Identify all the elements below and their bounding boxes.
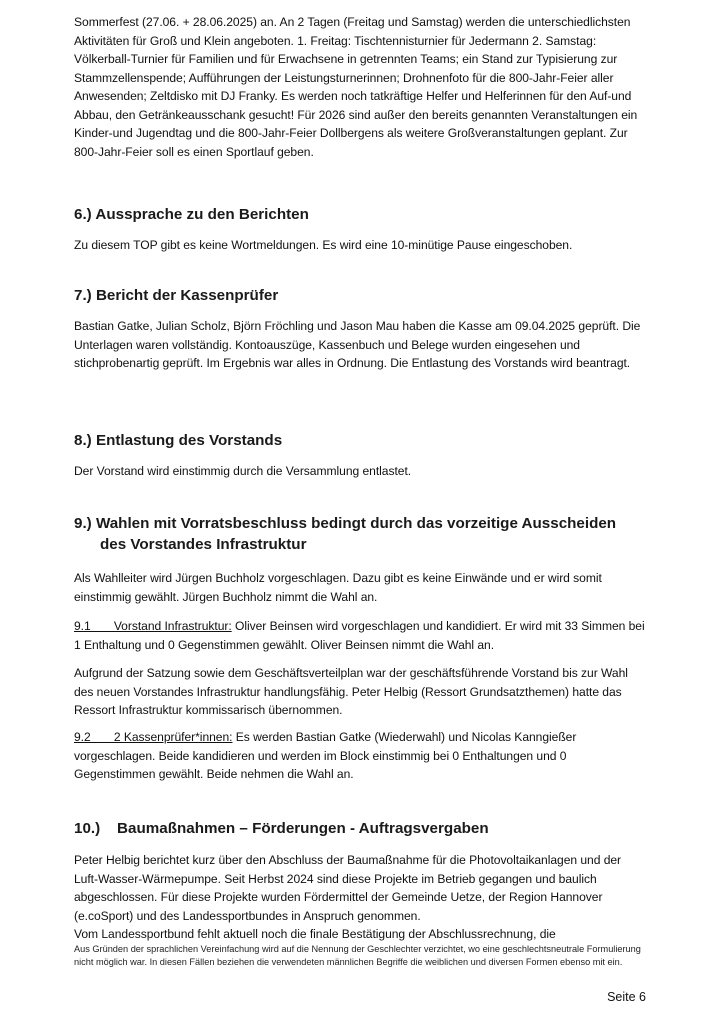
section-8-heading: 8.) Entlastung des Vorstands <box>74 432 283 449</box>
section-9-2-label: 9.2 2 Kassenprüfer*innen: <box>74 730 233 744</box>
section-9-heading-line1: 9.) Wahlen mit Vorratsbeschluss bedingt durch das vorzeitige Ausscheiden <box>74 515 617 532</box>
page-number: Seite 6 <box>607 990 646 1004</box>
footnote: Aus Gründen der sprachlichen Vereinfachung wird auf die Nennung der Geschlechter verzichtet, wo eine geschlechtsneutrale Formulierung nicht möglich war. In diesen Fällen beziehen die verwendeten männlichen Begriffe die weiblichen und diversen Formen ebenso mit ein. <box>74 944 641 967</box>
section-9-heading-line2: des Vorstandes Infrastruktur <box>100 536 307 553</box>
section-10-paragraph-1: Peter Helbig berichtet kurz über den Abschluss der Baumaßnahme für die Photovoltaikanlagen und der Luft-Wasser-Wärmepumpe. Seit Herbst 2024 sind diese Projekte im Betrieb gegangen und baulich abgeschlossen. Für diese Projekte wurden Fördermittel der Gemeinde Uetze, der Region Hannover (e.coSport) und des Landessportbundes in Anspruch genommen. <box>74 853 622 923</box>
section-9-heading <box>74 513 654 555</box>
section-7-heading: 7.) Bericht der Kassenprüfer <box>74 287 279 304</box>
intro-paragraph: Sommerfest (27.06. + 28.06.2025) an. An 2 Tagen (Freitag und Samstag) werden die unterschiedlichsten Aktivitäten für Groß und Klein angeboten. 1. Freitag: Tischtennisturnier für Jedermann 2. Samstag: Völkerball-Turnier für Familien und für Erwachsene in getrennten Teams; ein Stand zur Typisierung zur Stammzellenspende; Aufführungen der Leistungsturnerinnen; Drohnenfoto für die 800-Jahr-Feier aller Anwesenden; Zeltdisko mit DJ Franky. Es werden noch tatkräftige Helfer und Helferinnen für den Auf-und Abbau, den Getränkeausschank gesucht! Für 2026 sind außer den bereits genannten Veranstaltungen ein Kinder-und Jugendtag und die 800-Jahr-Feier Dollbergens als weitere Großveranstaltungen geplant. Zur 800-Jahr-Feier soll es einen Sportlauf geben. <box>74 15 638 159</box>
section-9-1-label: 9.1 Vorstand Infrastruktur: <box>74 619 232 633</box>
section-9-1-text: Oliver Beinsen wird vorgeschlagen und kandidiert. Er wird mit 33 Simmen bei 1 Enthaltung und 0 Gegenstimmen gewählt. Oliver Beinsen nimmt die Wahl an. <box>74 619 645 652</box>
section-9-paragraph-1: Als Wahlleiter wird Jürgen Buchholz vorgeschlagen. Dazu gibt es keine Einwände und er wird somit einstimmig gewählt. Jürgen Buchholz nimmt die Wahl an. <box>74 571 602 604</box>
section-9-paragraph-4 <box>74 728 648 784</box>
section-9-paragraph-2 <box>74 617 648 654</box>
section-10-heading: 10.) Baumaßnahmen – Förderungen - Auftragsvergaben <box>74 820 489 837</box>
section-9-2-text: Es werden Bastian Gatke (Wiederwahl) und Nicolas Kanngießer vorgeschlagen. Beide kandidieren und werden im Block einstimmig bei 0 Enthaltungen und 0 Gegenstimmen gewählt. Beide nehmen die Wahl an. <box>74 730 577 781</box>
section-7-text: Bastian Gatke, Julian Scholz, Björn Fröchling und Jason Mau haben die Kasse am 09.04.2025 geprüft. Die Unterlagen waren vollständig. Kontoauszüge, Kassenbuch und Belege wurden eingesehen und stichprobenartig geprüft. Im Ergebnis war alles in Ordnung. Die Entlastung des Vorstands wird beantragt. <box>74 319 641 370</box>
section-6-text: Zu diesem TOP gibt es keine Wortmeldungen. Es wird eine 10-minütige Pause eingeschoben. <box>74 238 573 252</box>
section-9-paragraph-3: Aufgrund der Satzung sowie dem Geschäftsverteilplan war der geschäftsführende Vorstand bis zur Wahl des neuen Vorstandes Infrastruktur handlungsfähig. Peter Helbig (Ressort Grundsatzthemen) hatte das Ressort Infrastruktur kommissarisch übernommen. <box>74 666 628 717</box>
section-8-text: Der Vorstand wird einstimmig durch die Versammlung entlastet. <box>74 464 412 478</box>
section-10-paragraph-2: Vom Landessportbund fehlt aktuell noch die finale Bestätigung der Abschlussrechnung, die <box>74 927 556 941</box>
section-6-heading: 6.) Aussprache zu den Berichten <box>74 206 309 223</box>
